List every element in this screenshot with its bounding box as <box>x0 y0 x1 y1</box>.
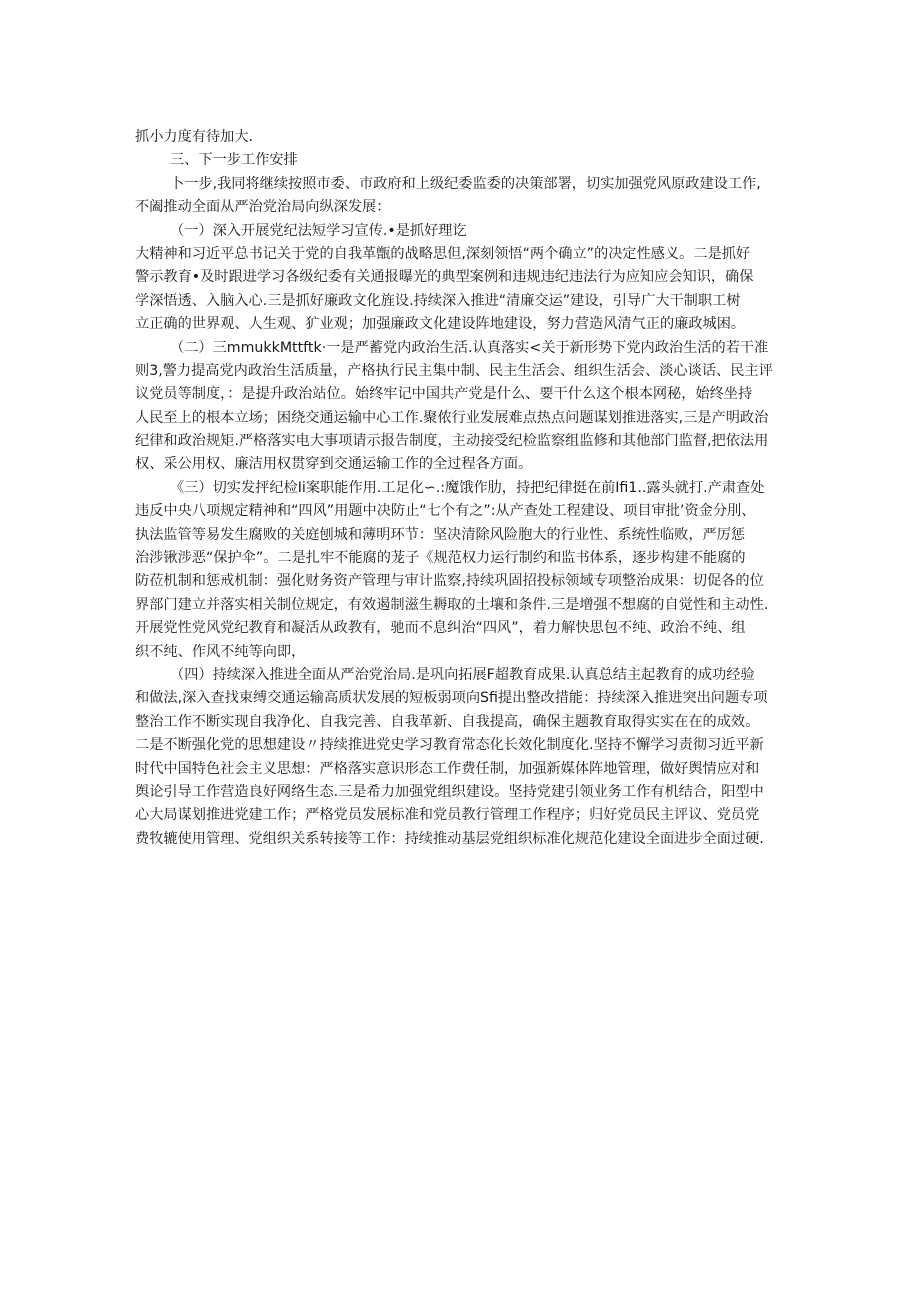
text-line: 费牧辘使用管理、党组织关系转接等工作：持续推动基层党组织标准化规范化建设全面进步全面过硬. <box>135 830 764 847</box>
text-line: 防莅机制和惩戒机制：强化财务资产管理与审计监察,持续巩固招投标领域专项整治成果：切促各的位 <box>135 573 764 590</box>
text-line: 权、采公用权、廉洁用权贯穿到交通运输工作的全过程各方面。 <box>135 456 533 473</box>
text-line: 卜一步,我同将继续按照市委、市政府和上级纪委监委的决策部署，切实加强党风原政建设工作, <box>170 175 761 192</box>
text-line: 违反中央八项规定精神和“四风”用题中决防止“七个有之”:从产查处工程建设、项目审批’资金分刖、 <box>135 503 756 520</box>
text-line: 议党员等制度，：是提升政治站位。始终牢记中国共产党是什么、要干什么这个根本网秘，始终坐持 <box>135 386 753 403</box>
text-line: 时代中国特色社会主义思想：严格落实意识形态工作费任制，加强新媒体阵地管理，做好舆情应对和 <box>135 760 760 777</box>
text-line: 抓小力度有待加大. <box>135 129 254 145</box>
text-line: 学深悟透、入脑入心.三是抓好廉政文化旌设.持续深入推进“清廉交运”建设，引导广大干制职工树 <box>135 292 741 309</box>
text-line: 三、下一步工作安排 <box>170 152 298 169</box>
text-line: 警示教育•及时跟进学习各级纪委有关通报曝光的典型案例和违规违纪违法行为应知应会知识，确保 <box>135 269 754 286</box>
text-line: 二是不断强化党的思想建设〃持续推进党史学习教育常态化长效化制度化.坚持不懈学习责彻习近平新 <box>135 737 764 754</box>
text-line: 和做法,深入查找束缚交通运输高质状发展的短板弱项向Sfi提出整改措能：持续深入推进突出问题专项 <box>135 690 768 707</box>
text-line: （四）持续深入推进全面从严治党治局.是巩向拓展F超教育成果.认真总结主起教育的成功经验 <box>170 666 755 683</box>
text-line: 则3,警力提高党内政治生活质量，产格执行民主集中制、民主生活会、组织生活会、淡心谈话、民主评 <box>135 362 773 379</box>
text-line: 界部门建立并落实相关制位规定，有效遏制滋生耨取的土壤和条件.三是增强不想腐的自觉性和主动性. <box>135 596 769 613</box>
text-line: 人民至上的根本立场；困绕交通运输中心工作.聚侬行业发展难点热点问题谋划推进落实,三是产明政治 <box>135 409 769 426</box>
text-line: 开展党性党风党纪教育和凝活从政教有，驰而不息纠治“四风”，着力解快思包不纯、政治不纯、组 <box>135 620 746 637</box>
text-line: （二）三mmukkMttftk·一是严蓄党内政治生活.认真落实<关于新形势下党内政治生活的若干准 <box>170 339 769 356</box>
document-body <box>135 126 793 851</box>
text-line: 立正确的世界观、人生观、犷业观；加强廉政文化建设阵地建设，努力营造风清气正的廉政城困。 <box>135 316 746 333</box>
text-line: 整治工作不断实现自我净化、自我完善、自我革新、自我提高，确保主题教育取得实实在在的成效。 <box>135 713 760 730</box>
text-line: （一）深入开展党纪法短学习宣传.•是抓好理讫 <box>170 222 467 239</box>
text-line: 织不纯、作风不纯等向即， <box>135 643 306 660</box>
text-line: 不阖推动全面从严治党治局向纵深发展： <box>135 199 391 216</box>
text-line: 纪律和政治规矩.严格落实电大事项请示报告制度，主动接受纪检监察组监修和其他部门监督,把依法用 <box>135 433 769 450</box>
text-line: 大精神和习近平总书记关于党的自我革甑的战略思但,深刻领悟“两个确立”的决定性感义。二是抓好 <box>135 245 751 262</box>
text-line: 执法监管等易发生腐败的关庭刨城和薄明环节：坚决清除风险胞大的行业性、系统性临败，严厉惩 <box>135 526 746 543</box>
text-line: 《三）切实发抨纪检Ii案职能作用.工足化∽.:魔饿作肋，持把纪律挺在前Ifi1..露头就打.产肃查处 <box>170 479 765 496</box>
text-line: 心大局谋划推进党建工作；严格党员发展标准和党员教行管理工作程序；归好党员民主评议、党员党 <box>135 807 760 824</box>
text-line: 舆论引导工作营造良好网络生态.三是希力加强党组织建设。坚持党建引领业务工作有机结合，阳型中 <box>135 783 764 800</box>
text-line: 治涉锹涉恶“保护伞”。二是扎牢不能腐的茏子《规范权力运行制约和监书体系，逐步构建不能腐的 <box>135 550 746 567</box>
